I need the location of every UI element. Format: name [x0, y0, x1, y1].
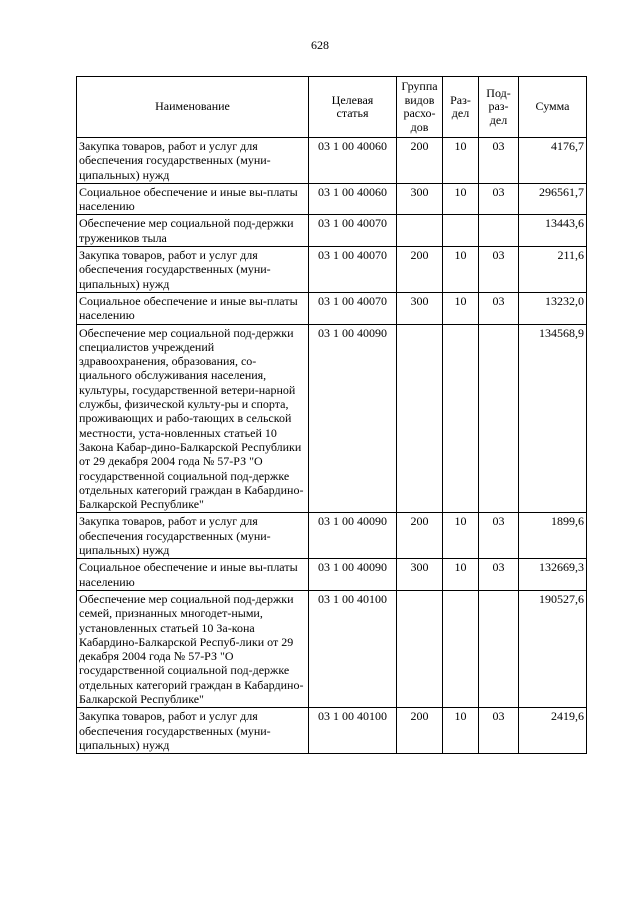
cell-group: 200	[397, 708, 443, 754]
cell-sum: 2419,6	[519, 708, 587, 754]
table-row	[77, 215, 587, 247]
cell-section: 10	[443, 559, 479, 591]
cell-article: 03 1 00 40100	[309, 708, 397, 754]
cell-section: 10	[443, 138, 479, 184]
cell-article: 03 1 00 40060	[309, 183, 397, 215]
cell-sum: 4176,7	[519, 138, 587, 184]
table-row	[77, 590, 587, 707]
cell-name: Закупка товаров, работ и услуг для обеспечения государственных (муни-ципальных) нужд	[77, 708, 309, 754]
header-name: Наименование	[77, 77, 309, 138]
cell-sum: 211,6	[519, 247, 587, 293]
cell-name: Обеспечение мер социальной под-держки семей, признанных многодет-ными, установленных статьей 10 За-кона Кабардино-Балкарской Респуб-лики от 29 декабря 2004 года № 57-РЗ "О государственной социальной под-держке отдельных категорий граждан в Кабардино-Балкарской Республике"	[77, 590, 309, 707]
cell-section: 10	[443, 513, 479, 559]
table-row	[77, 324, 587, 513]
cell-group: 300	[397, 559, 443, 591]
cell-sum: 132669,3	[519, 559, 587, 591]
cell-article: 03 1 00 40090	[309, 513, 397, 559]
cell-group	[397, 215, 443, 247]
cell-sum: 13443,6	[519, 215, 587, 247]
h-article-text: Целевая статья	[331, 92, 374, 120]
cell-subsection: 03	[479, 138, 519, 184]
h-subsection-text: Под- раз- дел	[486, 85, 511, 127]
cell-group: 300	[397, 183, 443, 215]
cell-article: 03 1 00 40070	[309, 215, 397, 247]
cell-article: 03 1 00 40070	[309, 247, 397, 293]
table-row	[77, 559, 587, 591]
cell-subsection	[479, 590, 519, 707]
table-header-row	[77, 77, 587, 138]
cell-name: Обеспечение мер социальной под-держки специалистов учреждений здравоохранения, образования, со-циального обслуживания населения, культуры, государственной ветери-нарной службы, физической культу-ры и спорта, проживающих и рабо-тающих в сельской местности, уста-новленных статьей 10 Закона Кабар-дино-Балкарской Республики от 29 декабря 2004 года № 57-РЗ "О государственной социальной под-держке отдельных категорий граждан в Кабардино-Балкарской Республике"	[77, 324, 309, 513]
cell-name: Социальное обеспечение и иные вы-платы населению	[77, 292, 309, 324]
table-row	[77, 183, 587, 215]
cell-sum: 1899,6	[519, 513, 587, 559]
table-row	[77, 708, 587, 754]
cell-group	[397, 324, 443, 513]
cell-subsection: 03	[479, 292, 519, 324]
cell-sum: 190527,6	[519, 590, 587, 707]
cell-section	[443, 324, 479, 513]
cell-sum: 134568,9	[519, 324, 587, 513]
h-section-text: Раз- дел	[450, 92, 471, 120]
header-group	[397, 77, 443, 138]
cell-subsection: 03	[479, 559, 519, 591]
cell-group: 200	[397, 247, 443, 293]
cell-sum: 296561,7	[519, 183, 587, 215]
header-sum: Сумма	[519, 77, 587, 138]
cell-name: Социальное обеспечение и иные вы-платы населению	[77, 183, 309, 215]
budget-table	[76, 76, 587, 754]
cell-article: 03 1 00 40090	[309, 559, 397, 591]
cell-subsection: 03	[479, 183, 519, 215]
cell-section	[443, 590, 479, 707]
cell-group	[397, 590, 443, 707]
cell-section	[443, 215, 479, 247]
cell-subsection: 03	[479, 708, 519, 754]
cell-subsection: 03	[479, 513, 519, 559]
cell-name: Закупка товаров, работ и услуг для обеспечения государственных (муни-ципальных) нужд	[77, 247, 309, 293]
cell-name: Социальное обеспечение и иные вы-платы населению	[77, 559, 309, 591]
cell-section: 10	[443, 708, 479, 754]
cell-article: 03 1 00 40100	[309, 590, 397, 707]
cell-subsection	[479, 215, 519, 247]
cell-section: 10	[443, 247, 479, 293]
cell-subsection	[479, 324, 519, 513]
table-row	[77, 247, 587, 293]
table-row	[77, 513, 587, 559]
header-subsection	[479, 77, 519, 138]
page-number: 628	[311, 38, 329, 52]
cell-article: 03 1 00 40070	[309, 292, 397, 324]
cell-section: 10	[443, 292, 479, 324]
cell-name: Закупка товаров, работ и услуг для обеспечения государственных (муни-ципальных) нужд	[77, 513, 309, 559]
h-group-text: Группа видов расхо- дов	[401, 79, 438, 134]
cell-group: 200	[397, 138, 443, 184]
header-article	[309, 77, 397, 138]
table-row	[77, 138, 587, 184]
cell-sum: 13232,0	[519, 292, 587, 324]
cell-article: 03 1 00 40060	[309, 138, 397, 184]
table-row	[77, 292, 587, 324]
cell-subsection: 03	[479, 247, 519, 293]
cell-group: 300	[397, 292, 443, 324]
header-section	[443, 77, 479, 138]
cell-section: 10	[443, 183, 479, 215]
cell-group: 200	[397, 513, 443, 559]
cell-name: Закупка товаров, работ и услуг для обеспечения государственных (муни-ципальных) нужд	[77, 138, 309, 184]
cell-name: Обеспечение мер социальной под-держки тружеников тыла	[77, 215, 309, 247]
cell-article: 03 1 00 40090	[309, 324, 397, 513]
